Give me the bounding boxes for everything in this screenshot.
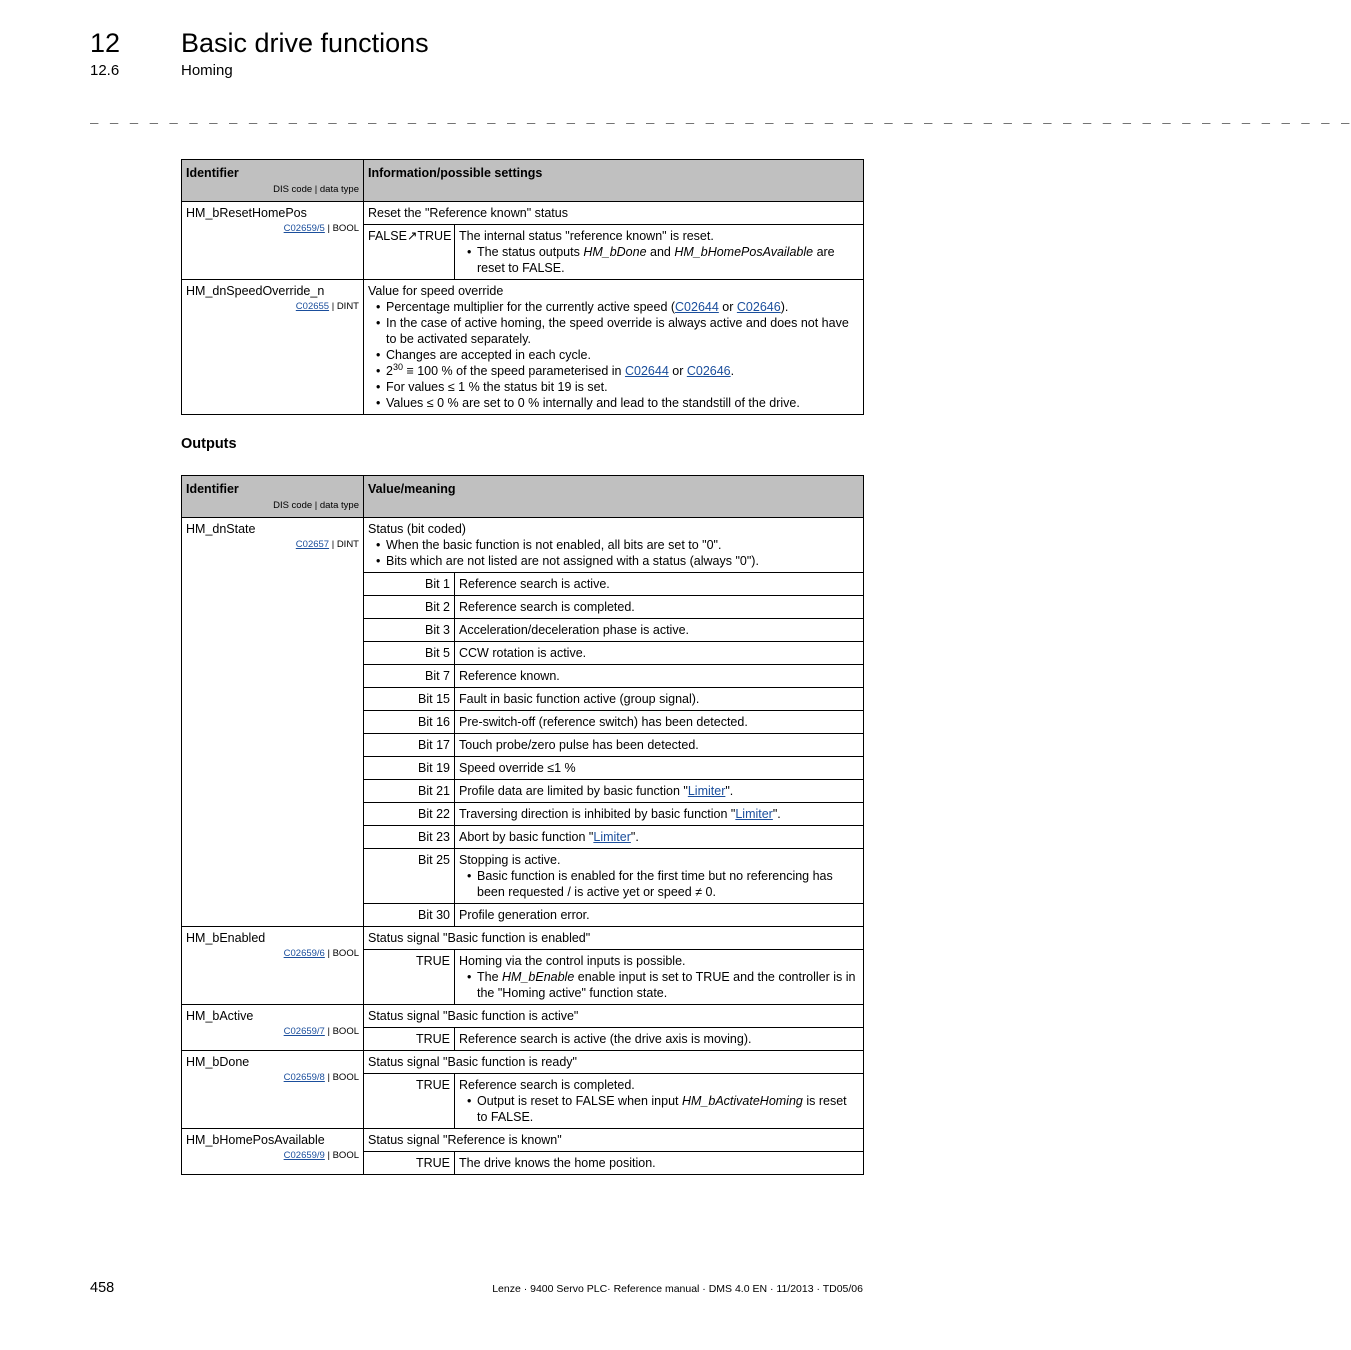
- table-row: HM_bHomePosAvailable C02659/9 | BOOL Status signal "Reference is known": [182, 1129, 864, 1152]
- table-header-row: [182, 160, 864, 202]
- code-link[interactable]: C02644: [675, 300, 719, 314]
- dis-code-link[interactable]: C02659/7: [283, 1026, 325, 1037]
- outputs-table: [181, 475, 864, 1175]
- description-cell: Reset the "Reference known" status: [364, 202, 864, 225]
- identifier-cell: HM_bEnabled C02659/6 | BOOL: [182, 927, 364, 1005]
- section-title: Homing: [181, 62, 233, 79]
- identifier-cell: HM_bActive C02659/7 | BOOL: [182, 1005, 364, 1051]
- identifier-cell: HM_dnState C02657 | DINT: [182, 518, 364, 927]
- outputs-heading: Outputs: [181, 436, 237, 452]
- bit-row: Bit 19 Speed override ≤1 %: [182, 757, 864, 780]
- description-cell: Value for speed override • Percentage multiplier for the currently active speed (C02644 or C02646). • In the case of active homing, the speed override is always active and does not have to be activated separately. • Changes are accepted in each cycle. • $2^{30} \equiv 100$ % of the speed parameterised in C02644 or C02646. • For values ≤ 1 % the status bit 19 is set. • Values ≤ 0 % are set to 0 % internally and lead to the standstill of the drive.: [364, 280, 864, 415]
- bit-row: Bit 5 CCW rotation is active.: [182, 642, 864, 665]
- table-row: TRUE Reference search is completed. • Output is reset to FALSE when input HM_bActivateHoming is reset to FALSE.: [182, 1074, 864, 1129]
- limiter-link[interactable]: Limiter: [687, 784, 726, 798]
- table-row: HM_bActive C02659/7 | BOOL Status signal "Basic function is active": [182, 1005, 864, 1028]
- identifier-cell: HM_bHomePosAvailable C02659/9 | BOOL: [182, 1129, 364, 1175]
- code-link[interactable]: C02644: [624, 364, 669, 378]
- bit-row: Bit 7 Reference known.: [182, 665, 864, 688]
- bit-row: Bit 25 Stopping is active. • Basic function is enabled for the first time but no referencing has been requested / is active yet or speed ≠ 0.: [182, 849, 864, 904]
- chapter-title: Basic drive functions: [181, 28, 429, 58]
- identifier-header: Identifier DIS code | data type: [182, 160, 364, 202]
- footer-text: Lenze · 9400 Servo PLC· Reference manual · DMS 4.0 EN · 11/2013 · TD05/06: [492, 1283, 863, 1295]
- identifier-cell: HM_dnSpeedOverride_n C02655 | DINT: [182, 280, 364, 415]
- chapter-number: 12: [90, 28, 121, 58]
- bit-row: Bit 17 Touch probe/zero pulse has been detected.: [182, 734, 864, 757]
- table-row: TRUE Reference search is active (the drive axis is moving).: [182, 1028, 864, 1051]
- meaning-cell: The internal status "reference known" is reset. • The status outputs HM_bDone and HM_bHomePosAvailable are reset to FALSE.: [455, 225, 864, 280]
- bit-row: Bit 16 Pre-switch-off (reference switch) has been detected.: [182, 711, 864, 734]
- bit-row: Bit 2 Reference search is completed.: [182, 596, 864, 619]
- value-meaning-header: Value/meaning: [364, 476, 864, 518]
- dis-code-link[interactable]: C02655: [295, 301, 330, 312]
- dis-code-link[interactable]: C02659/5: [283, 223, 325, 234]
- identifier-cell: HM_bDone C02659/8 | BOOL: [182, 1051, 364, 1129]
- dis-code-link[interactable]: C02659/8: [283, 1072, 325, 1083]
- dis-code-link[interactable]: C02659/9: [283, 1150, 325, 1161]
- table-row: [182, 202, 864, 225]
- table-row: TRUE Homing via the control inputs is possible. • The HM_bEnable enable input is set to TRUE and the controller is in the "Homing active" function state.: [182, 950, 864, 1005]
- table-row: HM_bEnabled C02659/6 | BOOL Status signal "Basic function is enabled": [182, 927, 864, 950]
- limiter-link[interactable]: Limiter: [593, 830, 631, 844]
- inputs-table: [181, 159, 864, 415]
- table-row: [182, 280, 864, 415]
- header-rule: _ _ _ _ _ _ _ _ _ _ _ _ _ _ _ _ _ _ _ _ _ _ _ _ _ _ _ _ _ _ _ _ _ _ _ _ _ _ _ _ _ _ _ _ _ _ _ _ _ _ _ _ _ _ _ _ _ _ _ _ _ _ _ _: [90, 108, 1351, 124]
- dis-code-link[interactable]: C02659/6: [283, 948, 325, 959]
- description-cell: Status (bit coded) • When the basic function is not enabled, all bits are set to "0". • Bits which are not listed are not assigned with a status (always "0").: [364, 518, 864, 573]
- bit-row: Bit 21 Profile data are limited by basic function "Limiter".: [182, 780, 864, 803]
- dis-code-link[interactable]: C02657: [295, 539, 330, 550]
- identifier-cell: HM_bResetHomePos C02659/5 | BOOL: [182, 202, 364, 280]
- bit-row: Bit 22 Traversing direction is inhibited by basic function "Limiter".: [182, 803, 864, 826]
- value-cell: FALSE↗TRUE: [364, 225, 455, 280]
- code-link[interactable]: C02646: [736, 300, 781, 314]
- bit-row: Bit 3 Acceleration/deceleration phase is active.: [182, 619, 864, 642]
- bit-row: Bit 30 Profile generation error.: [182, 904, 864, 927]
- info-header: Information/possible settings: [364, 160, 864, 202]
- table-row: TRUE The drive knows the home position.: [182, 1152, 864, 1175]
- limiter-link[interactable]: Limiter: [735, 807, 773, 821]
- identifier-header: Identifier DIS code | data type: [182, 476, 364, 518]
- page-number: 458: [90, 1280, 115, 1296]
- section-number: 12.6: [90, 62, 120, 79]
- bit-row: Bit 23 Abort by basic function "Limiter".: [182, 826, 864, 849]
- table-row: HM_bDone C02659/8 | BOOL Status signal "Basic function is ready": [182, 1051, 864, 1074]
- code-link[interactable]: C02646: [686, 364, 731, 378]
- bit-row: Bit 1 Reference search is active.: [182, 573, 864, 596]
- table-row: [182, 518, 864, 573]
- bit-row: Bit 15 Fault in basic function active (group signal).: [182, 688, 864, 711]
- table-header-row: [182, 476, 864, 518]
